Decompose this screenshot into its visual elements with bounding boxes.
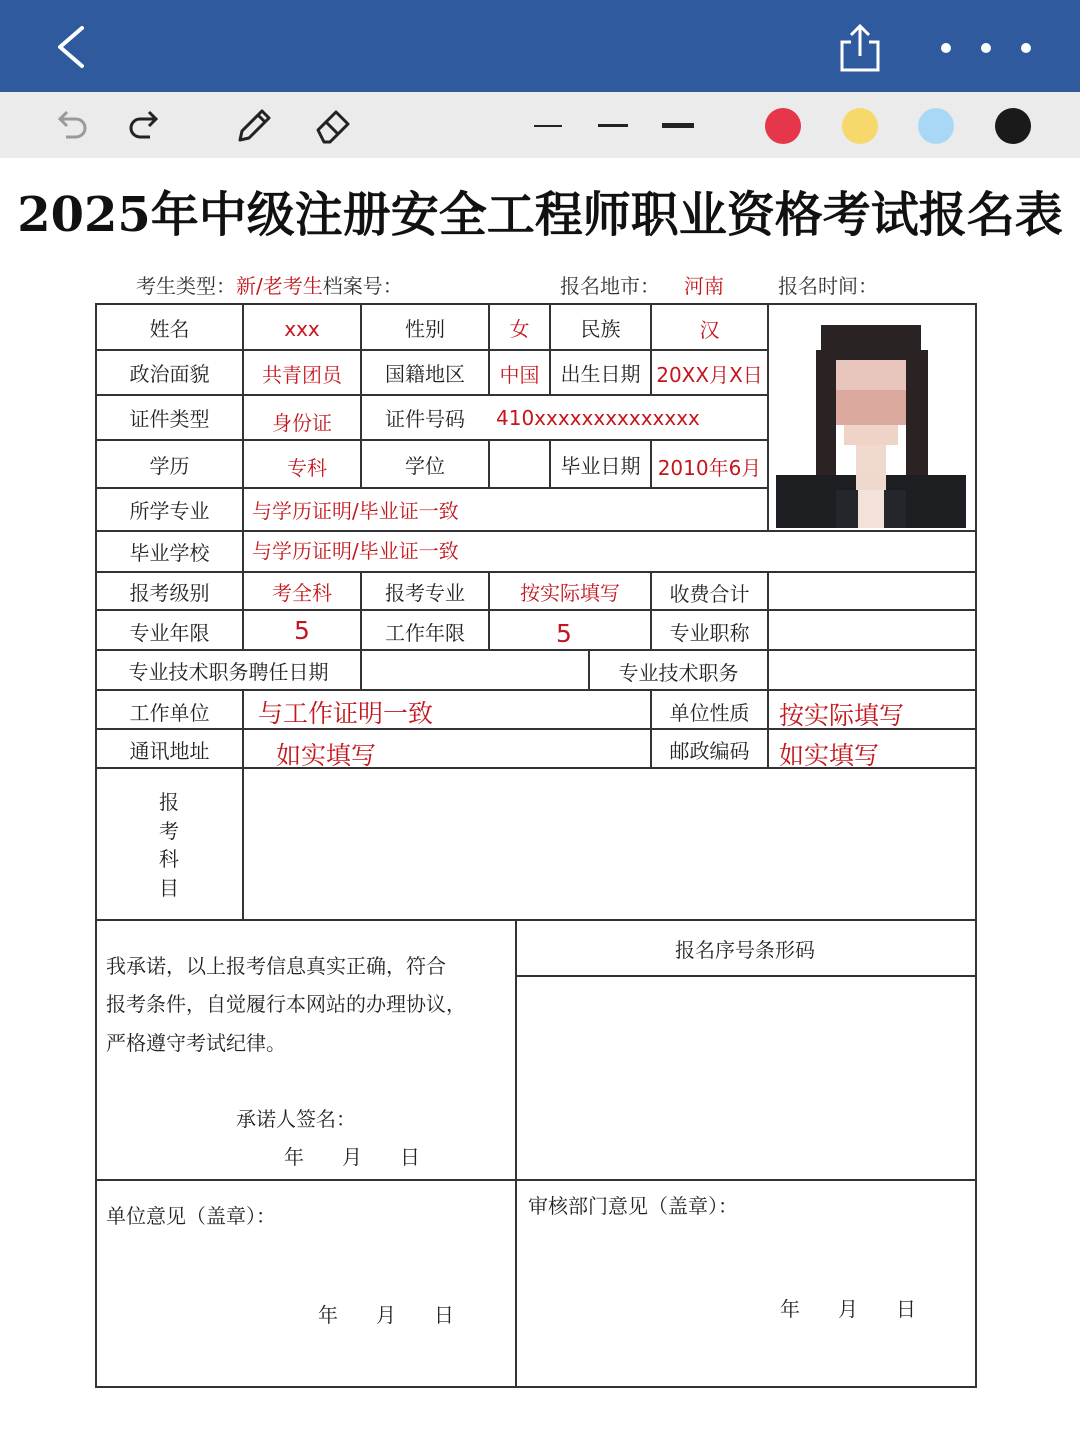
- postcode-value[interactable]: 如实填写: [779, 741, 880, 770]
- title-label: 专业职称: [669, 620, 750, 645]
- tech-post-value[interactable]: [769, 651, 975, 689]
- time-label: 报名时间：: [778, 274, 878, 298]
- employer-type-value[interactable]: 按实际填写: [779, 701, 905, 730]
- work-years-label: 工作年限: [385, 620, 465, 645]
- ethnicity-label: 民族: [580, 316, 621, 341]
- nationality-label: 国籍地区: [385, 362, 465, 386]
- school-label: 毕业学校: [129, 541, 210, 565]
- school-value[interactable]: 与学历证明/毕业证一致: [252, 539, 459, 563]
- address-label: 通讯地址: [129, 739, 210, 763]
- degree-value[interactable]: [490, 441, 549, 487]
- unit-opinion-label: 单位意见（盖章）：: [106, 1204, 276, 1228]
- location-value: 河南: [684, 274, 724, 298]
- major-years-value[interactable]: 5: [294, 615, 310, 645]
- fee-label: 收费合计: [669, 581, 750, 606]
- unit-opinion-date: 年 月 日: [318, 1303, 454, 1327]
- address-value[interactable]: 如实填写: [276, 741, 377, 770]
- title-value[interactable]: [769, 611, 975, 649]
- appoint-date-value[interactable]: [362, 651, 588, 689]
- name-value[interactable]: xxx: [284, 317, 320, 341]
- applicant-photo: [776, 310, 966, 528]
- pledge-line-1: 我承诺，以上报考信息真实正确，符合: [106, 954, 446, 978]
- major-value[interactable]: 与学历证明/毕业证一致: [252, 499, 459, 523]
- barcode-area: [517, 977, 975, 1179]
- education-label: 学历: [149, 453, 190, 478]
- pledge-line-2: 报考条件，自觉履行本网站的办理协议，: [106, 992, 466, 1016]
- ethnicity-value[interactable]: 汉: [699, 317, 720, 342]
- gender-value[interactable]: 女: [509, 316, 530, 341]
- major-years-label: 专业年限: [129, 620, 210, 645]
- work-years-value[interactable]: 5: [556, 618, 572, 648]
- major-label: 所学专业: [129, 499, 210, 523]
- political-value[interactable]: 共青团员: [262, 363, 342, 387]
- employer-type-label: 单位性质: [669, 700, 750, 725]
- birth-label: 出生日期: [560, 362, 641, 386]
- degree-label: 学位: [405, 453, 445, 478]
- location-label: 报名地市：: [560, 274, 660, 298]
- level-label: 报考级别: [129, 580, 210, 605]
- grad-date-label: 毕业日期: [560, 453, 641, 478]
- gender-label: 性别: [405, 316, 445, 341]
- pledge-date: 年 月 日: [284, 1145, 420, 1169]
- exam-major-label: 报考专业: [385, 580, 465, 605]
- employer-value[interactable]: 与工作证明一致: [258, 699, 434, 728]
- nationality-value[interactable]: 中国: [499, 363, 540, 387]
- grad-date-value[interactable]: 2010年6月: [657, 455, 762, 480]
- page-title: 2025年中级注册安全工程师职业资格考试报名表: [17, 187, 1063, 243]
- birth-value[interactable]: 20XX月X日: [656, 363, 763, 387]
- review-opinion-label: 审核部门意见（盖章）：: [528, 1194, 738, 1218]
- education-value[interactable]: 专科: [287, 455, 327, 480]
- id-no-value[interactable]: 410xxxxxxxxxxxxxx: [496, 405, 700, 430]
- id-type-label: 证件类型: [129, 407, 210, 431]
- id-type-value[interactable]: 身份证: [272, 410, 332, 435]
- exam-major-value[interactable]: 按实际填写: [520, 580, 620, 605]
- fee-value[interactable]: [769, 573, 975, 609]
- level-value[interactable]: 考全科: [272, 580, 332, 605]
- signature-label: 承诺人签名：: [236, 1107, 356, 1131]
- portrait-image: [776, 310, 966, 528]
- subjects-area[interactable]: [244, 769, 975, 919]
- review-opinion-date: 年 月 日: [780, 1297, 916, 1321]
- employer-label: 工作单位: [129, 700, 210, 725]
- name-label: 姓名: [149, 316, 190, 341]
- barcode-label: 报名序号条形码: [675, 937, 815, 962]
- subjects-label: 报 考 科 目: [159, 790, 179, 900]
- appoint-date-label: 专业技术职务聘任日期: [128, 659, 329, 684]
- pledge-line-3: 严格遵守考试纪律。: [106, 1031, 286, 1055]
- postcode-label: 邮政编码: [669, 739, 750, 763]
- candidate-type: 考生类型：新/老考生档案号：: [136, 274, 403, 298]
- id-no-label: 证件号码: [385, 407, 465, 431]
- political-label: 政治面貌: [129, 362, 210, 386]
- tech-post-label: 专业技术职务: [618, 660, 739, 685]
